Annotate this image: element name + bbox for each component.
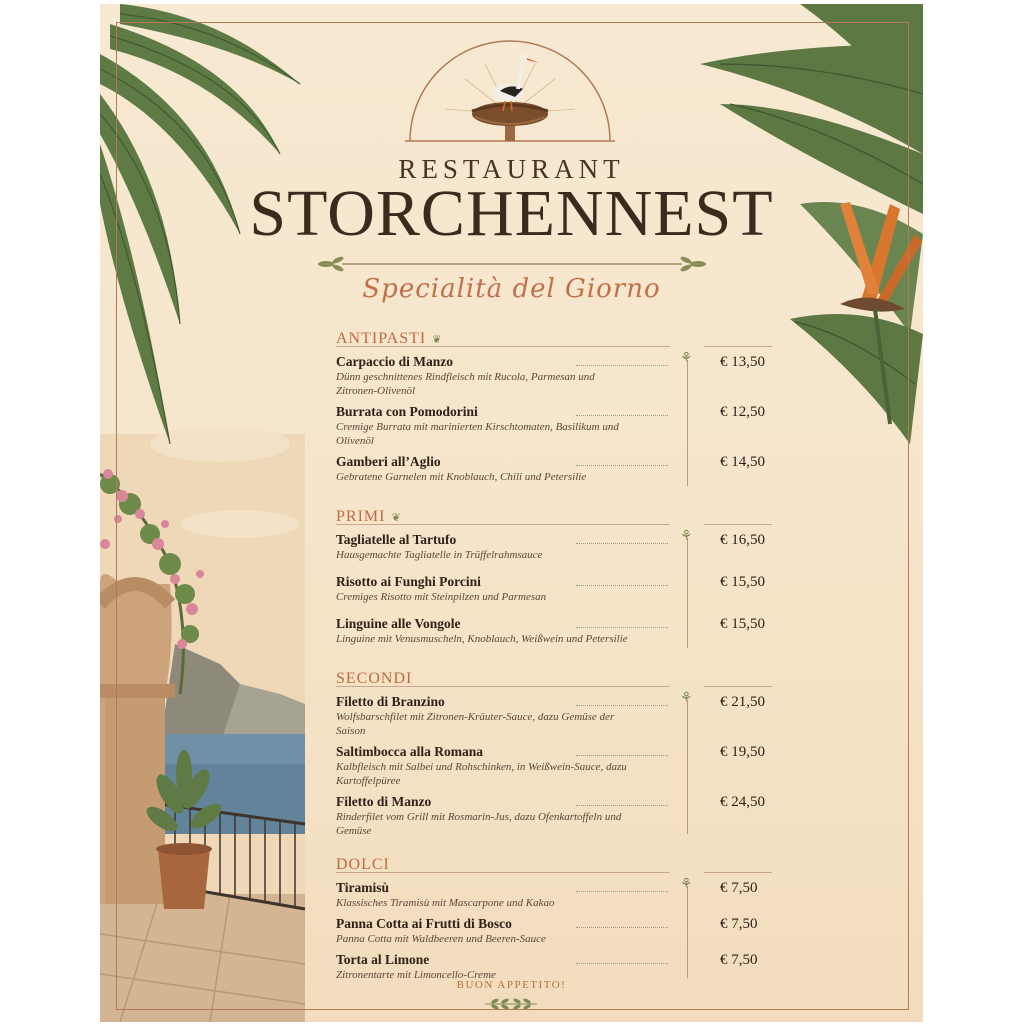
item-price: € 15,50	[720, 616, 765, 632]
dot-leader	[576, 465, 668, 466]
menu-item	[336, 794, 784, 838]
dot-leader	[576, 365, 668, 366]
laurel-icon: ⚘	[680, 528, 693, 544]
item-price: € 21,50	[720, 694, 765, 710]
item-name: Filetto di Manzo	[336, 794, 432, 809]
item-description: Wolfsbarschfilet mit Zitronen-Kräuter-Sauce, dazu Gemüse der Saison	[336, 711, 615, 737]
item-price: € 7,50	[720, 952, 758, 968]
section-rule-price	[704, 686, 772, 687]
item-description: Kalbfleisch mit Salbei und Rohschinken, in Weißwein-Sauce, dazu Kartoffelpüree	[336, 761, 627, 787]
item-description: Rinderfilet vom Grill mit Rosmarin-Jus, dazu Ofenkartoffeln und Gemüse	[336, 811, 622, 837]
menu-list	[336, 328, 784, 998]
dot-leader	[576, 705, 668, 706]
item-description: Klassisches Tiramisù mit Mascarpone und Kakao	[336, 897, 555, 909]
section-rule	[336, 346, 670, 347]
section-rule	[336, 686, 670, 687]
menu-subtitle: Specialità del Giorno	[362, 274, 661, 304]
item-description: Gebratene Garnelen mit Knoblauch, Chili und Petersilie	[336, 471, 587, 483]
item-price: € 24,50	[720, 794, 765, 810]
item-price: € 14,50	[720, 454, 765, 470]
section-rule-price	[704, 524, 772, 525]
item-description: Cremige Burrata mit marinierten Kirschtomaten, Basilikum und Olivenöl	[336, 421, 619, 447]
laurel-icon: ⚘	[680, 876, 693, 892]
laurel-icon: ⚘	[680, 350, 693, 366]
menu-item	[336, 880, 784, 910]
dot-leader	[576, 627, 668, 628]
stork-nest-logo-icon	[405, 39, 615, 149]
restaurant-name: STORCHENNEST	[249, 177, 774, 250]
footer-note: BUON APPETITO!	[456, 979, 567, 991]
section-title: ANTIPASTI	[336, 330, 427, 347]
title-divider-ornament	[312, 252, 712, 276]
sprig-icon: ❦	[432, 332, 442, 346]
item-name: Filetto di Branzino	[336, 694, 445, 709]
dot-leader	[576, 543, 668, 544]
dot-leader	[576, 891, 668, 892]
laurel-icon	[481, 997, 541, 1011]
item-name: Carpaccio di Manzo	[336, 354, 453, 369]
item-description: Panna Cotta mit Waldbeeren und Beeren-Sauce	[336, 933, 546, 945]
item-name: Risotto ai Funghi Porcini	[336, 574, 481, 589]
item-price: € 19,50	[720, 744, 765, 760]
item-name: Linguine alle Vongole	[336, 616, 461, 631]
dot-leader	[576, 755, 668, 756]
section-rule-price	[704, 872, 772, 873]
item-name: Tiramisù	[336, 880, 390, 895]
item-name: Tagliatelle al Tartufo	[336, 532, 457, 547]
section-rule	[336, 524, 670, 525]
menu-item	[336, 952, 784, 982]
dot-leader	[576, 585, 668, 586]
item-description: Dünn geschnittenes Rindfleisch mit Rucola, Parmesan und Zitronen-Olivenöl	[336, 371, 595, 397]
dot-leader	[576, 805, 668, 806]
laurel-icon: ⚘	[680, 690, 693, 706]
item-price: € 13,50	[720, 354, 765, 370]
item-price: € 15,50	[720, 574, 765, 590]
menu-item	[336, 454, 784, 490]
section-title: SECONDI	[336, 670, 413, 687]
menu-item	[336, 354, 784, 398]
item-description: Linguine mit Venusmuscheln, Knoblauch, Weißwein und Petersilie	[336, 633, 628, 645]
menu-item	[336, 694, 784, 738]
section-rule-price	[704, 346, 772, 347]
menu-item	[336, 574, 784, 610]
dot-leader	[576, 963, 668, 964]
restaurant-eyebrow: RESTAURANT	[398, 154, 625, 184]
sprig-icon: ❦	[391, 510, 401, 524]
section-secondi	[336, 668, 784, 838]
item-description: Cremiges Risotto mit Steinpilzen und Parmesan	[336, 591, 547, 603]
item-name: Panna Cotta ai Frutti di Bosco	[336, 916, 512, 931]
menu-item	[336, 744, 784, 788]
item-price: € 16,50	[720, 532, 765, 548]
dot-leader	[576, 927, 668, 928]
section-title: DOLCI	[336, 856, 390, 873]
section-antipasti	[336, 328, 784, 490]
section-dolci	[336, 854, 784, 982]
item-name: Burrata con Pomodorini	[336, 404, 478, 419]
section-title: PRIMI	[336, 508, 386, 525]
item-price: € 7,50	[720, 880, 758, 896]
item-price: € 7,50	[720, 916, 758, 932]
section-rule	[336, 872, 670, 873]
item-description: Hausgemachte Tagliatelle in Trüffelrahmsauce	[336, 549, 543, 561]
item-price: € 12,50	[720, 404, 765, 420]
menu-item	[336, 616, 784, 652]
menu-item	[336, 404, 784, 448]
section-primi	[336, 506, 784, 652]
menu-page	[100, 4, 923, 1022]
item-name: Gamberi all’Aglio	[336, 454, 441, 469]
menu-item	[336, 916, 784, 946]
menu-item	[336, 532, 784, 568]
item-description: Zitronentarte mit Limoncello-Creme	[336, 969, 496, 981]
item-name: Torta al Limone	[336, 952, 430, 967]
item-name: Saltimbocca alla Romana	[336, 744, 483, 759]
dot-leader	[576, 415, 668, 416]
